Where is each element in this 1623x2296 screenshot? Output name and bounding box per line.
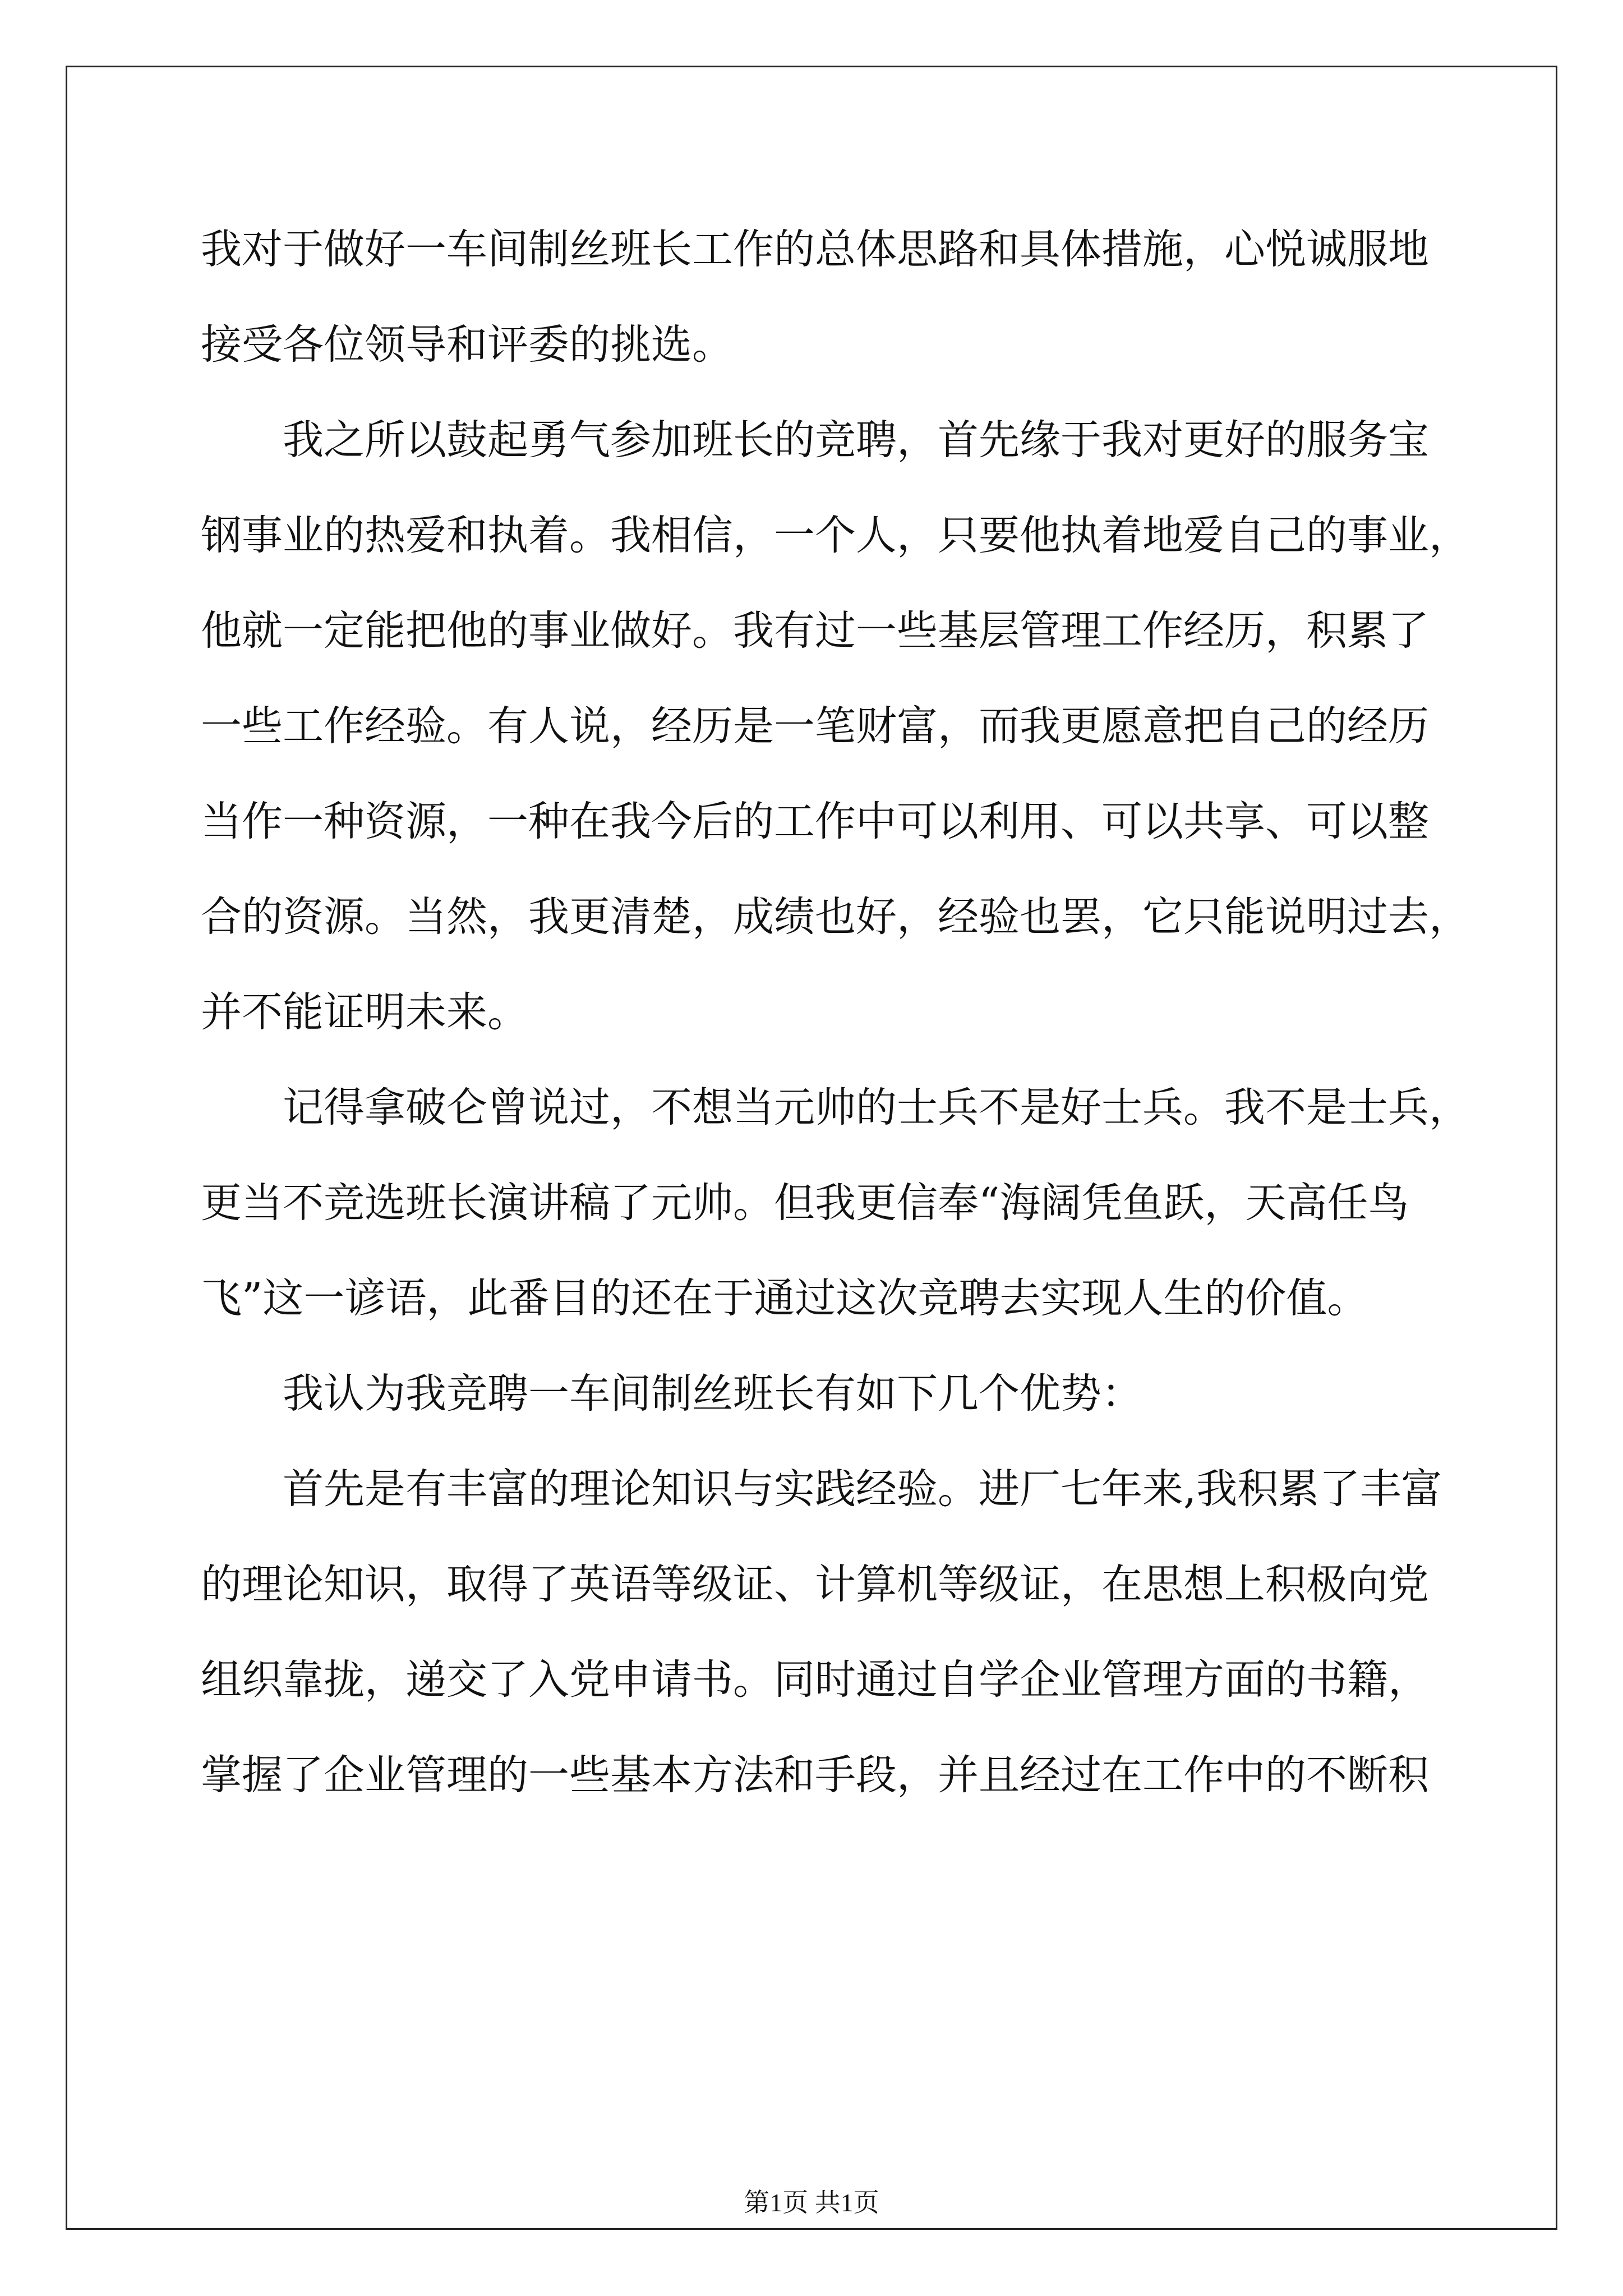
text-line: 我认为我竞聘一车间制丝班长有如下几个优势： (283, 1370, 1142, 1418)
text-line: 并不能证明未来。 (201, 988, 528, 1036)
text-line: 他就一定能把他的事业做好。我有过一些基层管理工作经历，积累了 (201, 607, 1429, 655)
text-line: 掌握了企业管理的一些基本方法和手段，并且经过在工作中的不断积 (201, 1751, 1429, 1799)
text-line: 合的资源。当然，我更清楚，成绩也好，经验也罢，它只能说明过去， (201, 893, 1470, 941)
text-line: 我对于做好一车间制丝班长工作的总体思路和具体措施，心悦诚服地 (201, 226, 1429, 273)
document-body (201, 202, 1470, 1823)
text-line: 一些工作经验。有人说，经历是一笔财富，而我更愿意把自己的经历 (201, 702, 1429, 750)
text-line: 首先是有丰富的理论知识与实践经验。进厂七年来,我积累了丰富 (283, 1465, 1442, 1513)
text-line: 的理论知识，取得了英语等级证、计算机等级证，在思想上积极向党 (201, 1561, 1429, 1608)
text-line: 记得拿破仑曾说过，不想当元帅的士兵不是好士兵。我不是士兵， (283, 1084, 1470, 1131)
text-line: 接受各位领导和评委的挑选。 (201, 321, 733, 369)
text-line: 当作一种资源，一种在我今后的工作中可以利用、可以共享、可以整 (201, 798, 1429, 845)
text-line: 组织靠拢，递交了入党申请书。同时通过自学企业管理方面的书籍， (201, 1656, 1429, 1704)
text-line: 钢事业的热爱和执着。我相信，一个人，只要他执着地爱自己的事业， (201, 512, 1470, 559)
text-line: 我之所以鼓起勇气参加班长的竞聘，首先缘于我对更好的服务宝 (283, 416, 1429, 464)
text-line: 更当不竞选班长演讲稿了元帅。但我更信奉“海阔凭鱼跃，天高任鸟 (201, 1179, 1409, 1227)
page-footer: 第1页 共1页 (744, 2188, 879, 2217)
text-line: 飞”这一谚语，此番目的还在于通过这次竞聘去实现人生的价值。 (201, 1274, 1368, 1322)
